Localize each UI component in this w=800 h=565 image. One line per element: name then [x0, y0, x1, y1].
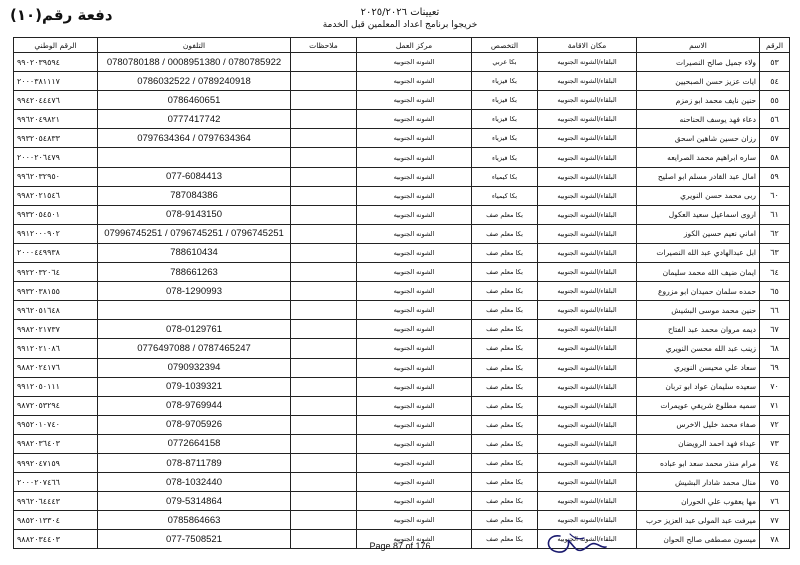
cell-workplace: الشونه الجنوبيه [357, 129, 472, 148]
cell-row-number: ٧٥ [760, 473, 790, 492]
cell-workplace: الشونه الجنوبيه [357, 434, 472, 453]
cell-specialization: بكا كيمياء [472, 186, 538, 205]
cell-residence: البلقاء/الشونه الجنوبيه [538, 53, 637, 72]
cell-row-number: ٥٩ [760, 167, 790, 186]
cell-row-number: ٥٨ [760, 148, 790, 167]
cell-national-id: ٢٠٠٠٢٠٦٤٧٩ [14, 148, 98, 167]
cell-specialization: بكا معلم صف [472, 530, 538, 549]
table-row [14, 110, 790, 129]
cell-row-number: ٦٩ [760, 358, 790, 377]
cell-national-id: ٩٩٣٢٠٥٤٥٠١ [14, 205, 98, 224]
cell-applicant-name: حنين نايف محمد ابو زمزم [637, 91, 760, 110]
table-row [14, 53, 790, 72]
cell-phone: 0776497088 / 0787465247 [98, 339, 291, 358]
cell-notes [291, 243, 357, 262]
cell-residence: البلقاء/الشونه الجنوبيه [538, 339, 637, 358]
cell-notes [291, 110, 357, 129]
cell-residence: البلقاء/الشونه الجنوبيه [538, 434, 637, 453]
cell-residence: البلقاء/الشونه الجنوبيه [538, 110, 637, 129]
cell-workplace: الشونه الجنوبيه [357, 396, 472, 415]
cell-applicant-name: منال محمد شادار البشيش [637, 473, 760, 492]
cell-specialization: بكا معلم صف [472, 396, 538, 415]
document-header [0, 6, 800, 32]
cell-national-id: ٩٩٢٢٠٣٢٠٦٤ [14, 263, 98, 282]
cell-row-number: ٥٣ [760, 53, 790, 72]
col-header-name: الاسم [637, 38, 760, 53]
cell-residence: البلقاء/الشونه الجنوبيه [538, 243, 637, 262]
cell-applicant-name: رزان حسين شاهين اسحق [637, 129, 760, 148]
cell-specialization: بكا معلم صف [472, 339, 538, 358]
table-row [14, 243, 790, 262]
cell-national-id: ٩٨٥٢٠١٣٣٠٤ [14, 511, 98, 530]
table-row [14, 492, 790, 511]
cell-workplace: الشونه الجنوبيه [357, 473, 472, 492]
cell-row-number: ٥٥ [760, 91, 790, 110]
cell-specialization: بكا فيزياء [472, 72, 538, 91]
cell-residence: البلقاء/الشونه الجنوبيه [538, 473, 637, 492]
table-row [14, 434, 790, 453]
table-row [14, 91, 790, 110]
cell-notes [291, 415, 357, 434]
batch-number: دفعة رقم(١٠) [10, 6, 113, 24]
cell-row-number: ٧٧ [760, 511, 790, 530]
cell-applicant-name: ميسون مصطفى صالح الحوان [637, 530, 760, 549]
cell-workplace: الشونه الجنوبيه [357, 301, 472, 320]
col-header-national-id: الرقم الوطني [14, 38, 98, 53]
cell-workplace: الشونه الجنوبيه [357, 72, 472, 91]
cell-notes [291, 186, 357, 205]
cell-specialization: بكا عربي [472, 53, 538, 72]
cell-phone: 078-9705926 [98, 415, 291, 434]
cell-notes [291, 91, 357, 110]
cell-applicant-name: ساره ابراهيم محمد الصرايعه [637, 148, 760, 167]
cell-national-id: ٩٨٨٢٠٢٤١٧٦ [14, 358, 98, 377]
cell-specialization: بكا معلم صف [472, 473, 538, 492]
cell-applicant-name: ربى محمد حسن النويري [637, 186, 760, 205]
cell-phone: 077-7508521 [98, 530, 291, 549]
cell-row-number: ٧٦ [760, 492, 790, 511]
cell-applicant-name: حمده سلمان حميدان ابو مزروع [637, 282, 760, 301]
cell-specialization: بكا فيزياء [472, 129, 538, 148]
table-row [14, 167, 790, 186]
cell-applicant-name: سعاد علي محيسن النويري [637, 358, 760, 377]
cell-phone: 078-0129761 [98, 320, 291, 339]
table-row [14, 263, 790, 282]
cell-specialization: بكا معلم صف [472, 415, 538, 434]
cell-phone: 0785864663 [98, 511, 291, 530]
cell-phone: 078-9769944 [98, 396, 291, 415]
cell-notes [291, 320, 357, 339]
cell-row-number: ٦٦ [760, 301, 790, 320]
cell-phone: 07996745251 / 0796745251 / 0796745251 [98, 224, 291, 243]
cell-notes [291, 167, 357, 186]
cell-applicant-name: صفاء محمد خليل الاخرس [637, 415, 760, 434]
cell-phone: 078-8711789 [98, 453, 291, 472]
cell-applicant-name: ايمان ضيف الله محمد سليمان [637, 263, 760, 282]
cell-notes [291, 301, 357, 320]
cell-notes [291, 492, 357, 511]
cell-phone: 788661263 [98, 263, 291, 282]
col-header-workplace: مركز العمل [357, 38, 472, 53]
cell-row-number: ٧٢ [760, 415, 790, 434]
cell-residence: البلقاء/الشونه الجنوبيه [538, 224, 637, 243]
cell-notes [291, 148, 357, 167]
cell-workplace: الشونه الجنوبيه [357, 377, 472, 396]
cell-applicant-name: دعاء فهد يوسف الحناحنه [637, 110, 760, 129]
cell-workplace: الشونه الجنوبيه [357, 339, 472, 358]
cell-residence: البلقاء/الشونه الجنوبيه [538, 492, 637, 511]
cell-phone: 078-9143150 [98, 205, 291, 224]
cell-national-id: ٩٩٣٢٠٣٨١٥٥ [14, 282, 98, 301]
cell-applicant-name: ايات عزيز حسن الصبحيين [637, 72, 760, 91]
cell-notes [291, 358, 357, 377]
cell-specialization: بكا معلم صف [472, 358, 538, 377]
cell-applicant-name: مرام منذر محمد سعد ابو عباده [637, 453, 760, 472]
cell-applicant-name: اماني نعيم حسين الكوز [637, 224, 760, 243]
cell-national-id: ٩٩٨٢٠٣٦٤٠٣ [14, 434, 98, 453]
cell-workplace: الشونه الجنوبيه [357, 530, 472, 549]
cell-notes [291, 72, 357, 91]
cell-residence: البلقاء/الشونه الجنوبيه [538, 148, 637, 167]
cell-national-id: ٩٩١٢٠٠٠٩٠٢ [14, 224, 98, 243]
cell-workplace: الشونه الجنوبيه [357, 282, 472, 301]
cell-workplace: الشونه الجنوبيه [357, 148, 472, 167]
cell-phone: 0772664158 [98, 434, 291, 453]
cell-notes [291, 53, 357, 72]
cell-national-id: ٩٩٣٢٠٥٤٨٣٣ [14, 129, 98, 148]
cell-phone: 078-1290993 [98, 282, 291, 301]
cell-row-number: ٦٧ [760, 320, 790, 339]
cell-phone: 0790932394 [98, 358, 291, 377]
cell-row-number: ٦٤ [760, 263, 790, 282]
cell-phone: 079-5314864 [98, 492, 291, 511]
cell-phone: 0780780188 / 0008951380 / 0780785922 [98, 53, 291, 72]
cell-row-number: ٦٣ [760, 243, 790, 262]
cell-specialization: بكا فيزياء [472, 91, 538, 110]
cell-row-number: ٧١ [760, 396, 790, 415]
cell-residence: البلقاء/الشونه الجنوبيه [538, 320, 637, 339]
cell-row-number: ٦٠ [760, 186, 790, 205]
cell-phone: 077-6084413 [98, 167, 291, 186]
cell-phone [98, 301, 291, 320]
table-row [14, 129, 790, 148]
cell-workplace: الشونه الجنوبيه [357, 320, 472, 339]
cell-national-id: ٢٠٠٠٤٤٩٩٣٨ [14, 243, 98, 262]
cell-national-id: ٩٩١٢٠٢١٠٨٦ [14, 339, 98, 358]
cell-workplace: الشونه الجنوبيه [357, 53, 472, 72]
cell-workplace: الشونه الجنوبيه [357, 186, 472, 205]
cell-workplace: الشونه الجنوبيه [357, 358, 472, 377]
cell-residence: البلقاء/الشونه الجنوبيه [538, 72, 637, 91]
table-row [14, 320, 790, 339]
page-number: Page 87 of 176 [369, 541, 431, 551]
cell-specialization: بكا معلم صف [472, 511, 538, 530]
cell-residence: البلقاء/الشونه الجنوبيه [538, 453, 637, 472]
cell-residence: البلقاء/الشونه الجنوبيه [538, 415, 637, 434]
table-row [14, 396, 790, 415]
cell-workplace: الشونه الجنوبيه [357, 91, 472, 110]
cell-notes [291, 434, 357, 453]
cell-row-number: ٦٨ [760, 339, 790, 358]
cell-notes [291, 282, 357, 301]
table-row [14, 72, 790, 91]
cell-applicant-name: مها يعقوب علي الحوران [637, 492, 760, 511]
cell-applicant-name: امال عبد القادر مسلم ابو اصليح [637, 167, 760, 186]
cell-notes [291, 205, 357, 224]
table-row [14, 339, 790, 358]
cell-residence: البلقاء/الشونه الجنوبيه [538, 358, 637, 377]
cell-residence: البلقاء/الشونه الجنوبيه [538, 129, 637, 148]
cell-row-number: ٧٣ [760, 434, 790, 453]
cell-national-id: ٩٩٦٢٠٣٢٩٥٠ [14, 167, 98, 186]
cell-national-id: ٩٩٠٢٠٣٩٥٩٤ [14, 53, 98, 72]
document-subtitle: خريجوا برنامج اعداد المعلمين قبل الخدمة [322, 20, 478, 30]
cell-residence: البلقاء/الشونه الجنوبيه [538, 511, 637, 530]
table-row [14, 282, 790, 301]
cell-notes [291, 263, 357, 282]
cell-specialization: بكا معلم صف [472, 205, 538, 224]
cell-residence: البلقاء/الشونه الجنوبيه [538, 301, 637, 320]
cell-applicant-name: ميرفت عبد المولى عبد العزيز حرب [637, 511, 760, 530]
table-row [14, 453, 790, 472]
cell-phone [98, 148, 291, 167]
table-header-row [14, 38, 790, 53]
cell-workplace: الشونه الجنوبيه [357, 492, 472, 511]
cell-applicant-name: ديمه مروان محمد عبد الفتاح [637, 320, 760, 339]
col-header-specialization: التخصص [472, 38, 538, 53]
cell-notes [291, 339, 357, 358]
cell-phone: 0786460651 [98, 91, 291, 110]
cell-national-id: ٩٩٨٢٠٢١٥٤٦ [14, 186, 98, 205]
cell-national-id: ٩٩٤٢٠٤٤٤٧٦ [14, 91, 98, 110]
col-header-notes: ملاحظات [291, 38, 357, 53]
table-row [14, 224, 790, 243]
cell-applicant-name: ابل عبدالهادي عبد الله النصيرات [637, 243, 760, 262]
table-row [14, 473, 790, 492]
cell-specialization: بكا معلم صف [472, 320, 538, 339]
cell-national-id: ٩٨٨٢٠٣٤٤٠٣ [14, 530, 98, 549]
cell-specialization: بكا معلم صف [472, 263, 538, 282]
cell-workplace: الشونه الجنوبيه [357, 205, 472, 224]
cell-row-number: ٥٦ [760, 110, 790, 129]
cell-specialization: بكا معلم صف [472, 492, 538, 511]
document-title: تعيينات ٢٠٢٥/٢٠٢٦ [360, 7, 440, 18]
cell-residence: البلقاء/الشونه الجنوبيه [538, 167, 637, 186]
cell-row-number: ٦٢ [760, 224, 790, 243]
cell-row-number: ٦١ [760, 205, 790, 224]
appointments-table [13, 37, 790, 549]
cell-workplace: الشونه الجنوبيه [357, 511, 472, 530]
cell-applicant-name: اروى اسماعيل سعيد العكول [637, 205, 760, 224]
cell-national-id: ٩٩٨٢٠٢١٧٣٧ [14, 320, 98, 339]
cell-applicant-name: سعيده سليمان عواد ابو تربان [637, 377, 760, 396]
cell-specialization: بكا معلم صف [472, 377, 538, 396]
cell-workplace: الشونه الجنوبيه [357, 263, 472, 282]
cell-national-id: ٩٩٥٢٠١٠٧٤٠ [14, 415, 98, 434]
table-row [14, 358, 790, 377]
cell-row-number: ٧٠ [760, 377, 790, 396]
cell-residence: البلقاء/الشونه الجنوبيه [538, 530, 637, 549]
cell-workplace: الشونه الجنوبيه [357, 110, 472, 129]
cell-applicant-name: عيداء فهد احمد الرويضان [637, 434, 760, 453]
table-row [14, 301, 790, 320]
cell-row-number: ٧٤ [760, 453, 790, 472]
cell-residence: البلقاء/الشونه الجنوبيه [538, 205, 637, 224]
cell-applicant-name: حنين محمد موسى البشيش [637, 301, 760, 320]
cell-specialization: بكا كيمياء [472, 167, 538, 186]
cell-residence: البلقاء/الشونه الجنوبيه [538, 263, 637, 282]
cell-notes [291, 453, 357, 472]
cell-notes [291, 129, 357, 148]
col-header-residence: مكان الاقامة [538, 38, 637, 53]
table-row [14, 148, 790, 167]
cell-residence: البلقاء/الشونه الجنوبيه [538, 282, 637, 301]
cell-specialization: بكا فيزياء [472, 148, 538, 167]
table-row [14, 511, 790, 530]
col-header-phone: التلفون [98, 38, 291, 53]
cell-residence: البلقاء/الشونه الجنوبيه [538, 91, 637, 110]
cell-workplace: الشونه الجنوبيه [357, 415, 472, 434]
cell-phone: 078-1032440 [98, 473, 291, 492]
cell-specialization: بكا معلم صف [472, 243, 538, 262]
table-row [14, 205, 790, 224]
cell-row-number: ٧٨ [760, 530, 790, 549]
cell-notes [291, 377, 357, 396]
cell-workplace: الشونه الجنوبيه [357, 224, 472, 243]
cell-applicant-name: زينب عبد الله محسن النويري [637, 339, 760, 358]
cell-residence: البلقاء/الشونه الجنوبيه [538, 186, 637, 205]
cell-row-number: ٥٤ [760, 72, 790, 91]
cell-row-number: ٦٥ [760, 282, 790, 301]
cell-national-id: ٩٩١٢٠٥٠١١١ [14, 377, 98, 396]
cell-applicant-name: سميه مطلوع شريقي عويمرات [637, 396, 760, 415]
cell-national-id: ٩٩٦٢٠٥١٦٤٨ [14, 301, 98, 320]
cell-notes [291, 396, 357, 415]
cell-residence: البلقاء/الشونه الجنوبيه [538, 377, 637, 396]
cell-national-id: ٢٠٠٠٢٠٧٤٦٦ [14, 473, 98, 492]
table-row [14, 186, 790, 205]
cell-specialization: بكا معلم صف [472, 453, 538, 472]
cell-applicant-name: ولاء جميل صالح النصيرات [637, 53, 760, 72]
cell-phone: 0786032522 / 0789240918 [98, 72, 291, 91]
cell-national-id: ٢٠٠٠٣٨١١١٧ [14, 72, 98, 91]
cell-phone: 788610434 [98, 243, 291, 262]
cell-national-id: ٩٩٦٢٠٦٤٤٤٣ [14, 492, 98, 511]
cell-phone: 079-1039321 [98, 377, 291, 396]
cell-national-id: ٩٨٧٢٠٥٣٢٩٤ [14, 396, 98, 415]
cell-specialization: بكا معلم صف [472, 224, 538, 243]
cell-workplace: الشونه الجنوبيه [357, 243, 472, 262]
cell-row-number: ٥٧ [760, 129, 790, 148]
cell-specialization: بكا فيزياء [472, 110, 538, 129]
cell-specialization: بكا معلم صف [472, 282, 538, 301]
cell-national-id: ٩٩٩٢٠٤٧١٥٩ [14, 453, 98, 472]
cell-workplace: الشونه الجنوبيه [357, 453, 472, 472]
cell-notes [291, 511, 357, 530]
cell-national-id: ٩٩٦٢٠٤٩٨٢١ [14, 110, 98, 129]
col-header-number: الرقم [760, 38, 790, 53]
cell-notes [291, 473, 357, 492]
cell-workplace: الشونه الجنوبيه [357, 167, 472, 186]
cell-notes [291, 224, 357, 243]
cell-specialization: بكا معلم صف [472, 301, 538, 320]
cell-phone: 0777417742 [98, 110, 291, 129]
table-row [14, 415, 790, 434]
cell-phone: 0797634364 / 0797634364 [98, 129, 291, 148]
table-row [14, 377, 790, 396]
cell-specialization: بكا معلم صف [472, 434, 538, 453]
cell-phone: 787084386 [98, 186, 291, 205]
cell-residence: البلقاء/الشونه الجنوبيه [538, 396, 637, 415]
